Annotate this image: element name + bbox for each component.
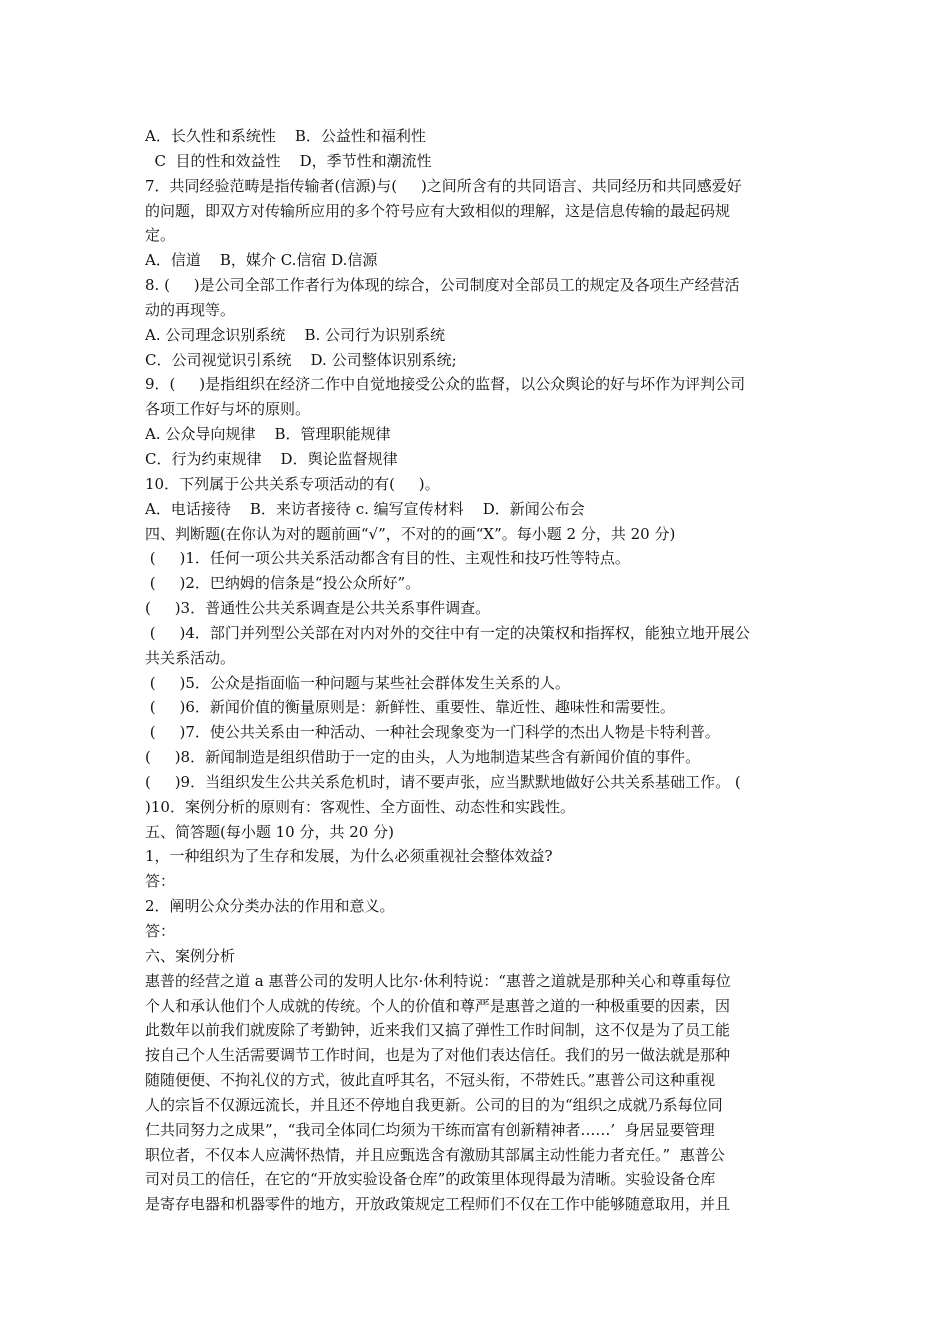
case-paragraph-line: 个人和承认他们个人成就的传统。个人的价值和尊严是惠普之道的一种极重要的因素，因 — [145, 996, 731, 1015]
question-7-cont: 的问题，即双方对传输所应用的多个符号应有大致相似的理解，这是信息传输的最起码规 — [145, 201, 731, 220]
question-7-cont: 定。 — [145, 226, 176, 245]
judgment-item: ( )6．新闻价值的衡量原则是：新鲜性、重要性、靠近性、趣味性和需要性。 — [145, 698, 675, 717]
case-paragraph-line: 仁共同努力之成果”，“我司全体同仁均须为干练而富有创新精神者……’ 身居显要管理 — [145, 1120, 715, 1139]
option-line: C．公司视觉识引系统 D. 公司整体识别系统; — [145, 350, 457, 369]
case-paragraph-line: 随随便便、不拘礼仪的方式，彼此直呼其名，不冠头衔，不带姓氏。”惠普公司这种重视 — [145, 1071, 716, 1090]
option-line: A. 公众导向规律 B．管理职能规律 — [145, 425, 391, 444]
document-body — [145, 124, 807, 1217]
case-paragraph-line: 按自己个人生活需要调节工作时间，也是为了对他们表达信任。我们的另一做法就是那种 — [145, 1046, 731, 1065]
judgment-item: )10．案例分析的原则有：客观性、全方面性、动态性和实践性。 — [145, 797, 575, 816]
judgment-item: ( )2．巴纳姆的信条是“投公众所好”。 — [145, 574, 421, 593]
option-line: A．电话接待 B．来访者接待 c. 编写宣传材料 D．新闻公布会 — [145, 499, 585, 518]
question-9: 9．( )是指组织在经济二作中自觉地接受公众的监督，以公众舆论的好与坏作为评判公司 — [145, 375, 746, 394]
judgment-item: ( )7．使公共关系由一种活动、一种社会现象变为一门科学的杰出人物是卡特利普。 — [145, 723, 720, 742]
short-answer-question: 1，一种组织为了生存和发展，为什么必须重视社会整体效益? — [145, 847, 553, 866]
option-line: A. 公司理念识别系统 B. 公司行为识别系统 — [145, 325, 446, 344]
section-heading-short-answer: 五、简答题(每小题 10 分，共 20 分) — [145, 822, 394, 841]
question-7: 7．共同经验范畴是指传输者(信源)与( )之间所含有的共同语言、共同经历和共同感爱好 — [145, 176, 742, 195]
case-paragraph-line: 惠普的经营之道 a 惠普公司的发明人比尔·休利特说：“惠普之道就是那种关心和尊重每位 — [145, 971, 731, 990]
option-line: A．长久性和系统性 B．公益性和福利性 — [145, 127, 426, 145]
case-paragraph-line: 此数年以前我们就废除了考勤钟，近来我们又搞了弹性工作时间制，这不仅是为了员工能 — [145, 1021, 731, 1040]
judgment-item: ( )1．任何一项公共关系活动都含有目的性、主观性和技巧性等特点。 — [145, 549, 630, 568]
case-paragraph-line: 是寄存电器和机器零件的地方，开放政策规定工程师们不仅在工作中能够随意取用，并且 — [145, 1195, 731, 1214]
question-8-cont: 动的再现等。 — [145, 300, 236, 319]
question-10: 10．下列属于公共关系专项活动的有( )。 — [145, 474, 440, 493]
option-line: C．行为约束规律 D．舆论监督规律 — [145, 449, 398, 468]
case-paragraph-line: 职位者，不仅本人应满怀热情，并且应甄选含有激励其部属主动性能力者充任。” 惠普公 — [145, 1145, 725, 1164]
option-line: C 目的性和效益性 D，季节性和潮流性 — [145, 151, 432, 170]
answer-label: 答： — [145, 872, 176, 891]
question-9-cont: 各项工作好与坏的原则。 — [145, 400, 311, 419]
judgment-item: ( )8．新闻制造是组织借助于一定的由头，人为地制造某些含有新闻价值的事件。 — [145, 748, 701, 767]
option-line: A．信道 B，媒介 C.信宿 D.信源 — [145, 251, 378, 270]
judgment-item-cont: 共关系活动。 — [145, 648, 236, 667]
case-paragraph-line: 人的宗旨不仅源远流长，并且还不停地自我更新。公司的目的为“组织之成就乃系每位同 — [145, 1095, 723, 1114]
judgment-item: ( )3．普通性公共关系调查是公共关系事件调查。 — [145, 599, 491, 618]
section-heading-case: 六、案例分析 — [145, 946, 236, 965]
judgment-item: ( )4．部门并列型公关部在对内对外的交往中有一定的决策权和指挥权，能独立地开展公 — [145, 623, 750, 642]
section-heading-judgment: 四、判断题(在你认为对的题前画“√”，不对的的画“X”。每小题 2 分，共 20 分) — [145, 524, 676, 543]
question-8: 8. ( )是公司全部工作者行为体现的综合，公司制度对全部员工的规定及各项生产经营活 — [145, 276, 740, 295]
short-answer-question: 2．阐明公众分类办法的作用和意义。 — [145, 897, 395, 916]
judgment-item: ( )5．公众是指面临一种问题与某些社会群体发生关系的人。 — [145, 673, 570, 692]
answer-label: 答： — [145, 922, 176, 940]
case-paragraph-line: 司对员工的信任，在它的“开放实验设备仓库”的政策里体现得最为清晰。实验设备仓库 — [145, 1170, 716, 1189]
judgment-item: ( )9．当组织发生公共关系危机时，请不要声张，应当默默地做好公共关系基础工作。 ( — [145, 772, 741, 791]
